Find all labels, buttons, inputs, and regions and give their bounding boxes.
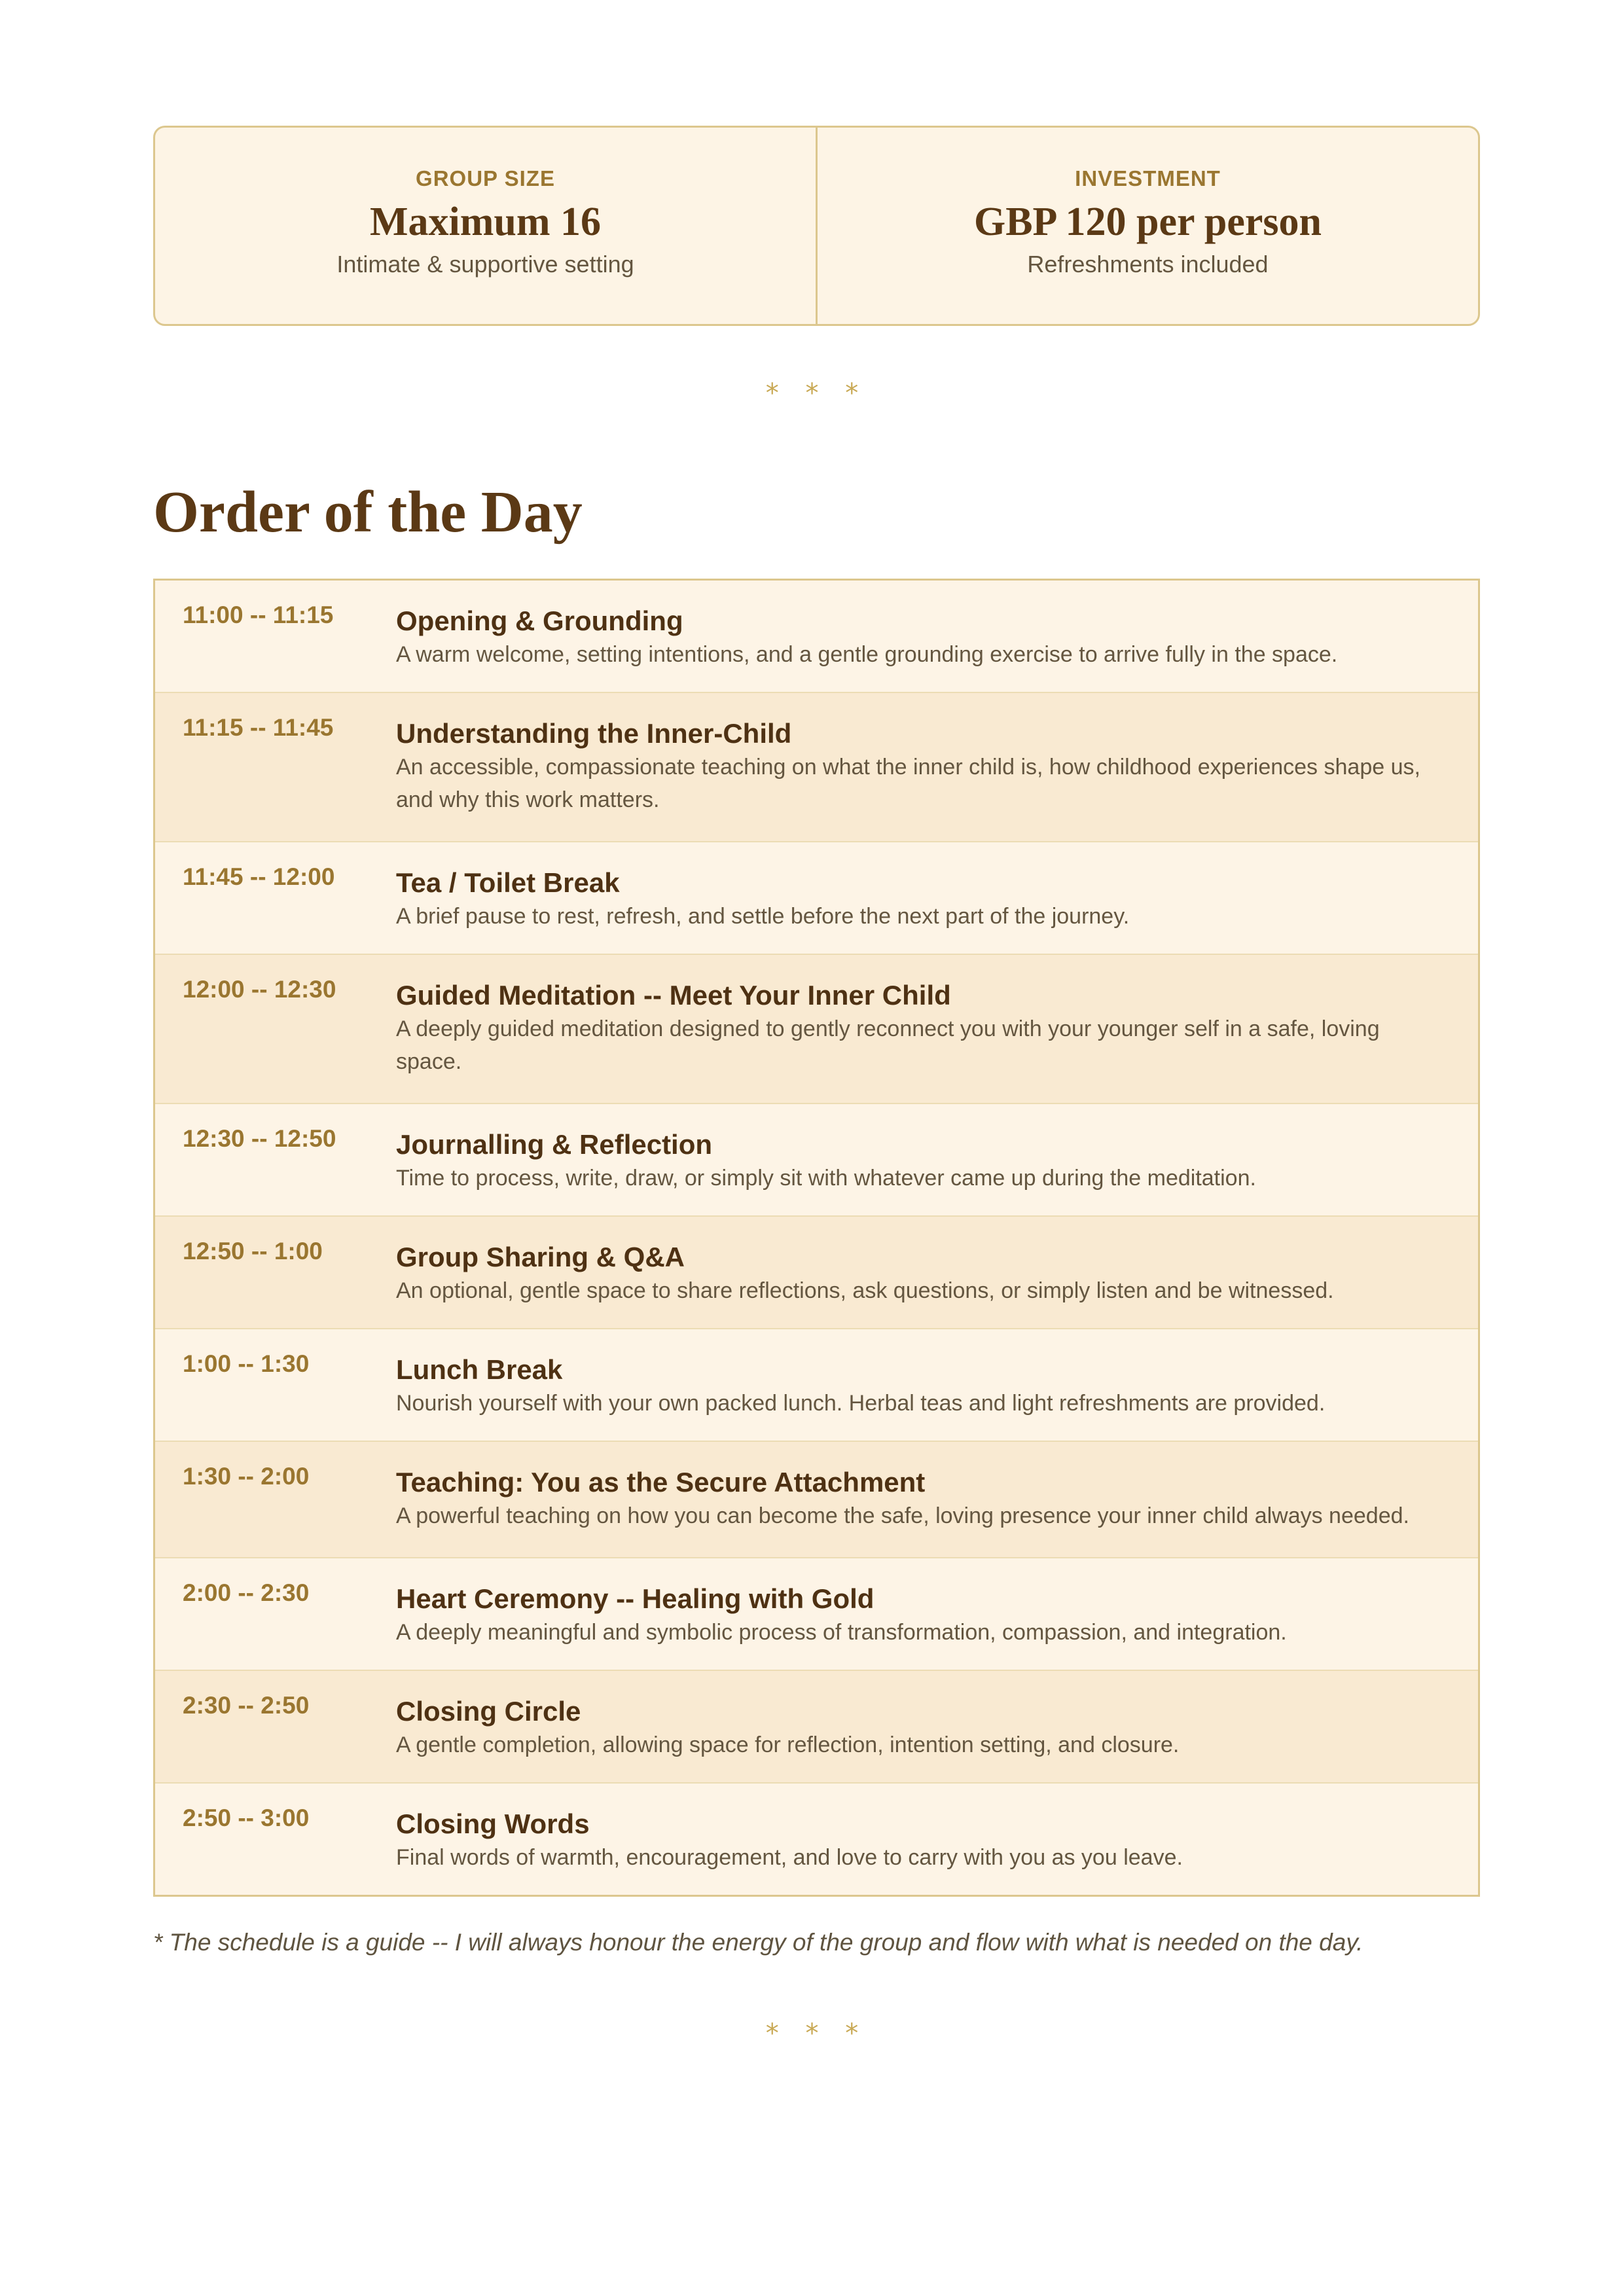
schedule-title: Heart Ceremony -- Healing with Gold bbox=[396, 1583, 875, 1614]
schedule-desc: A gentle completion, allowing space for reflection, intention setting, and closure. bbox=[396, 1732, 1180, 1757]
schedule-row bbox=[155, 1670, 1478, 1782]
schedule-content bbox=[396, 1236, 1478, 1307]
schedule-time: 2:00 -- 2:30 bbox=[183, 1579, 310, 1606]
schedule-time: 2:30 -- 2:50 bbox=[183, 1692, 310, 1719]
schedule-desc: An accessible, compassionate teaching on what the inner child is, how childhood experiences shape us, and why this work matters. bbox=[396, 755, 1420, 812]
schedule-content bbox=[396, 1462, 1478, 1532]
schedule-title: Guided Meditation -- Meet Your Inner Child bbox=[396, 980, 951, 1011]
schedule-time: 11:45 -- 12:00 bbox=[183, 863, 335, 890]
schedule-desc: A deeply guided meditation designed to gently reconnect you with your younger self in a safe, loving space. bbox=[396, 1016, 1380, 1074]
group-size-value: Maximum 16 bbox=[369, 200, 602, 244]
schedule-row bbox=[155, 1103, 1478, 1215]
schedule-title: Tea / Toilet Break bbox=[396, 867, 620, 898]
schedule-title: Journalling & Reflection bbox=[396, 1129, 713, 1160]
schedule-content bbox=[396, 862, 1478, 933]
schedule-content bbox=[396, 1349, 1478, 1420]
schedule-row bbox=[155, 1441, 1478, 1557]
schedule-desc: Final words of warmth, encouragement, and love to carry with you as you leave. bbox=[396, 1845, 1183, 1870]
investment-note: Refreshments included bbox=[1027, 251, 1269, 278]
schedule-row bbox=[155, 1215, 1478, 1328]
schedule-time: 1:00 -- 1:30 bbox=[183, 1350, 310, 1377]
schedule-desc: Nourish yourself with your own packed lunch. Herbal teas and light refreshments are provided. bbox=[396, 1391, 1326, 1416]
schedule-row bbox=[155, 692, 1478, 841]
investment-card bbox=[816, 128, 1478, 324]
schedule-title: Teaching: You as the Secure Attachment bbox=[396, 1467, 926, 1498]
schedule-content bbox=[396, 1578, 1478, 1649]
schedule-row bbox=[155, 954, 1478, 1103]
ornament-divider-bottom: * * * bbox=[765, 2018, 868, 2049]
section-title: Order of the Day bbox=[153, 480, 583, 545]
info-cards bbox=[153, 126, 1480, 326]
investment-value: GBP 120 per person bbox=[973, 200, 1322, 244]
schedule-row bbox=[155, 581, 1478, 692]
schedule-desc: A warm welcome, setting intentions, and a gentle grounding exercise to arrive fully in the space. bbox=[396, 642, 1338, 667]
schedule-desc: A brief pause to rest, refresh, and settle before the next part of the journey. bbox=[396, 904, 1130, 929]
schedule-content bbox=[396, 1691, 1478, 1761]
schedule-row bbox=[155, 841, 1478, 954]
group-size-card bbox=[155, 128, 816, 324]
schedule-content bbox=[396, 975, 1478, 1078]
schedule-row bbox=[155, 1782, 1478, 1895]
schedule-title: Closing Circle bbox=[396, 1696, 581, 1727]
schedule-title: Lunch Break bbox=[396, 1354, 563, 1385]
schedule-time: 2:50 -- 3:00 bbox=[183, 1804, 310, 1831]
group-size-note: Intimate & supportive setting bbox=[336, 251, 634, 278]
schedule-time: 11:00 -- 11:15 bbox=[183, 601, 334, 628]
schedule-footnote: * The schedule is a guide -- I will always honour the energy of the group and flow with what is needed on the day. bbox=[153, 1929, 1363, 1956]
schedule-table bbox=[153, 579, 1480, 1897]
schedule-time: 1:30 -- 2:00 bbox=[183, 1463, 310, 1490]
schedule-row bbox=[155, 1557, 1478, 1670]
schedule-time: 12:00 -- 12:30 bbox=[183, 976, 336, 1003]
schedule-content bbox=[396, 600, 1478, 671]
schedule-desc: An optional, gentle space to share reflections, ask questions, or simply listen and be witnessed. bbox=[396, 1278, 1334, 1303]
schedule-title: Understanding the Inner-Child bbox=[396, 718, 792, 749]
ornament-divider-top: * * * bbox=[765, 378, 868, 408]
schedule-title: Closing Words bbox=[396, 1808, 590, 1839]
schedule-time: 11:15 -- 11:45 bbox=[183, 714, 334, 741]
schedule-title: Group Sharing & Q&A bbox=[396, 1242, 685, 1272]
investment-label: INVESTMENT bbox=[1075, 166, 1221, 190]
schedule-row bbox=[155, 1328, 1478, 1441]
schedule-title: Opening & Grounding bbox=[396, 605, 683, 636]
schedule-content bbox=[396, 1803, 1478, 1874]
schedule-desc: Time to process, write, draw, or simply sit with whatever came up during the meditation. bbox=[396, 1166, 1256, 1191]
schedule-content bbox=[396, 1124, 1478, 1194]
schedule-content bbox=[396, 713, 1478, 816]
group-size-label: GROUP SIZE bbox=[416, 166, 555, 190]
schedule-desc: A deeply meaningful and symbolic process of transformation, compassion, and integration. bbox=[396, 1620, 1287, 1645]
schedule-desc: A powerful teaching on how you can become the safe, loving presence your inner child always needed. bbox=[396, 1503, 1409, 1528]
schedule-time: 12:30 -- 12:50 bbox=[183, 1125, 336, 1152]
schedule-time: 12:50 -- 1:00 bbox=[183, 1238, 323, 1265]
